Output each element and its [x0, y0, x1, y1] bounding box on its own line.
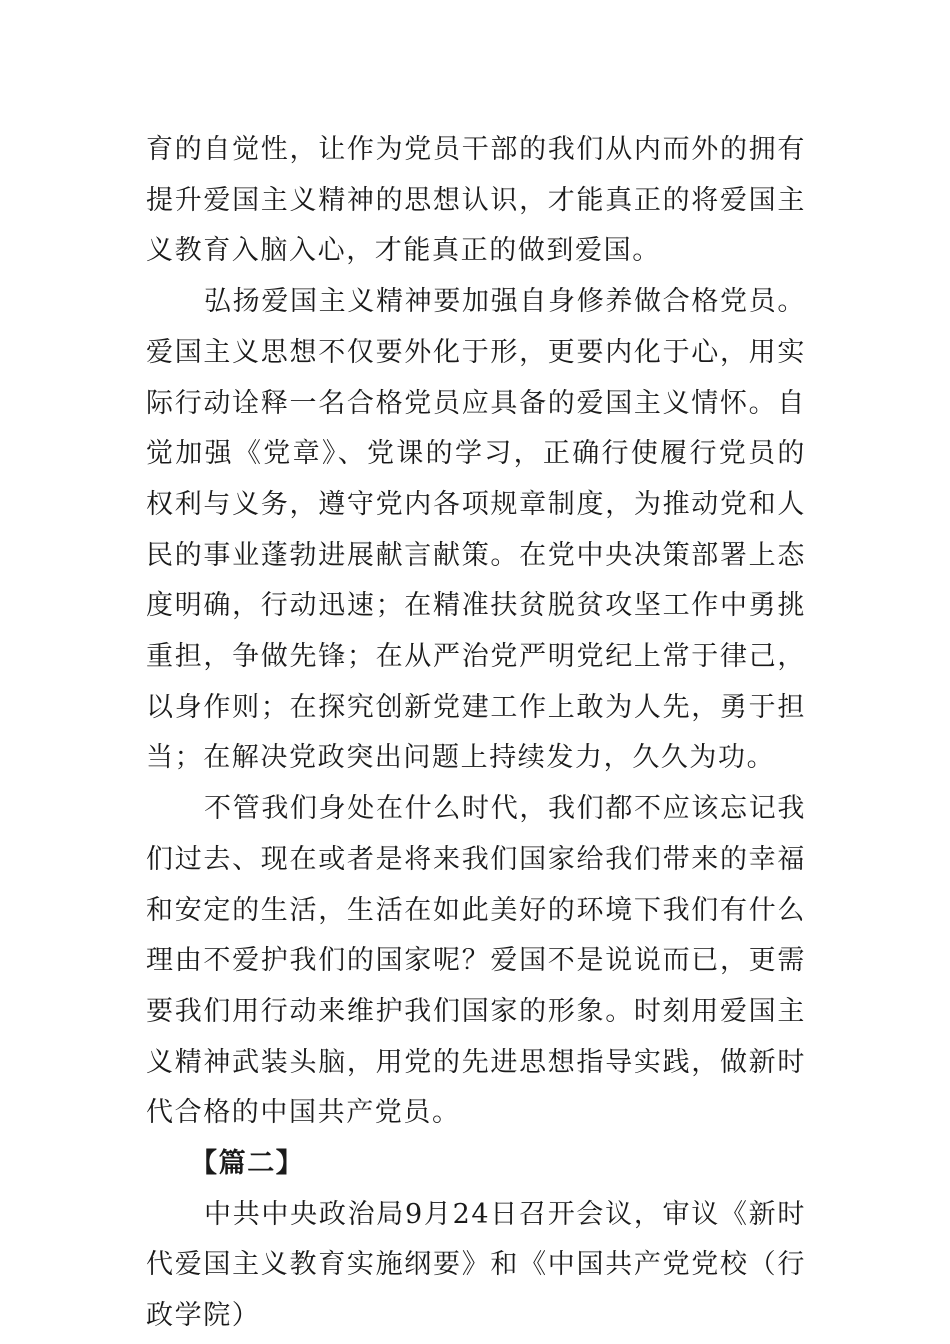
paragraph-self-cultivation: 弘扬爱国主义精神要加强自身修养做合格党员。爱国主义思想不仅要外化于形，更要内化于心，用实际行动诠释一名合格党员应具备的爱国主义情怀。自觉加强《党章》、党课的学习，正确行使履行党员的权利与义务，遵守党内各项规章制度，为推动党和人民的事业蓬勃进展献言献策。在党中央决策部署上态度明确，行动迅速；在精准扶贫脱贫攻坚工作中勇挑重担，争做先锋；在从严治党严明党纪上常于律己，以身作则；在探究创新党建工作上敢为人先，勇于担当；在解决党政突出问题上持续发力，久久为功。: [146, 286, 806, 774]
paragraph-patriotism: 不管我们身处在什么时代，我们都不应该忘记我们过去、现在或者是将来我们国家给我们带来的幸福和安定的生活，生活在如此美好的环境下我们有什么理由不爱护我们的国家呢？爱国不是说说而已，更需要我们用行动来维护我们国家的形象。时刻用爱国主义精神武装头脑，用党的先进思想指导实践，做新时代合格的中国共产党员。: [146, 793, 806, 1129]
paragraph-section-two: 中共中央政治局9月24日召开会议，审议《新时代爱国主义教育实施纲要》和《中国共产党党校（行政学院）: [146, 1198, 806, 1332]
section-heading: 【篇二】: [190, 1148, 305, 1180]
paragraph-continued: 育的自觉性，让作为党员干部的我们从内而外的拥有提升爱国主义精神的思想认识，才能真正的将爱国主义教育入脑入心，才能真正的做到爱国。: [146, 134, 806, 267]
document-body: [146, 125, 806, 1342]
